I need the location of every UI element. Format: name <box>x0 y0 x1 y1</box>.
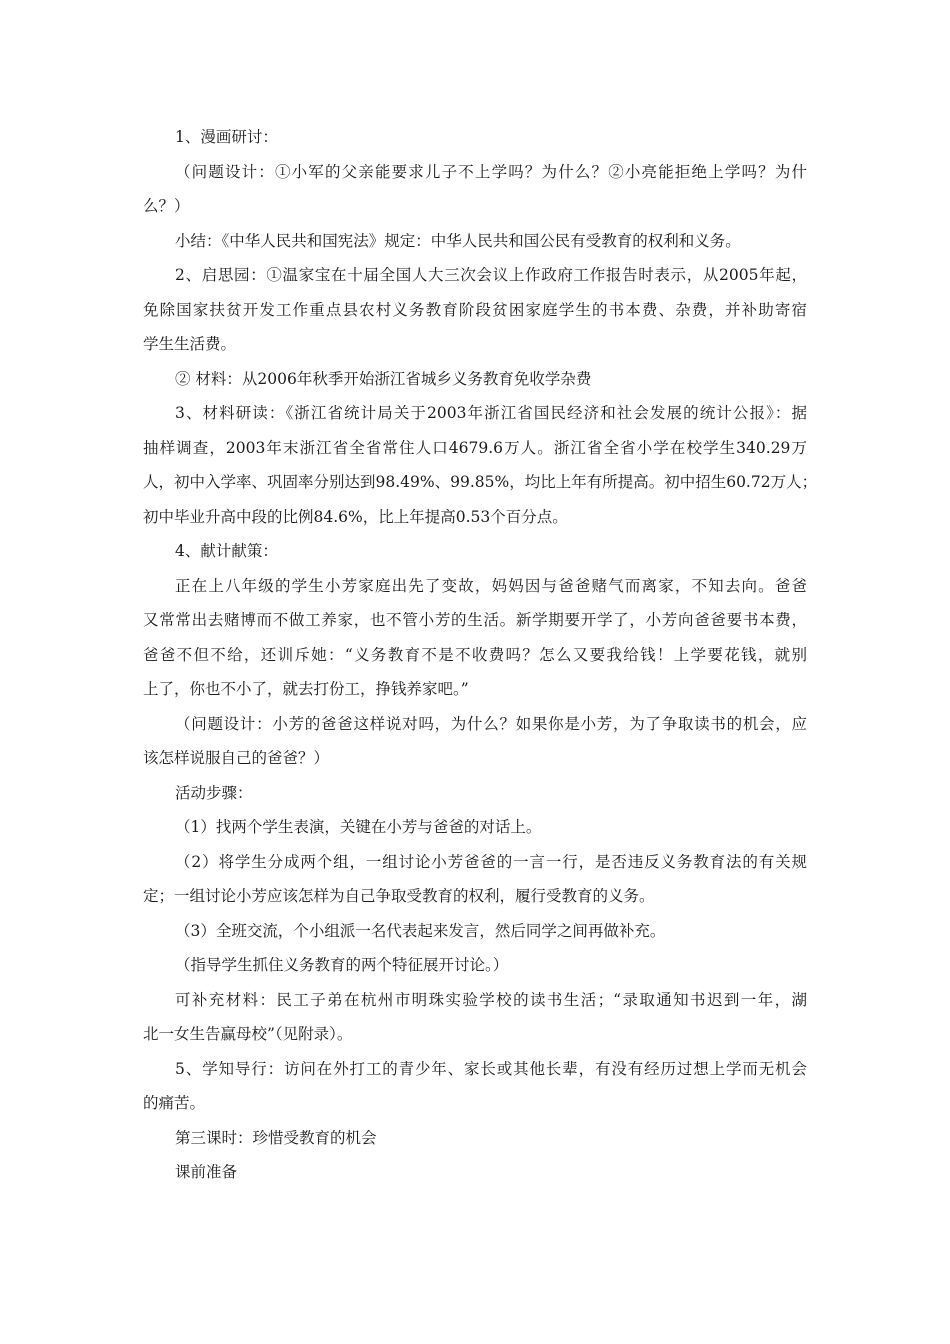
paragraph-line: 免除国家扶贫开发工作重点县农村义务教育阶段贫困家庭学生的书本费、杂费，并补助寄宿 <box>143 300 807 319</box>
paragraph-line: （问题设计：小芳的爸爸这样说对吗，为什么？如果你是小芳，为了争取读书的机会，应 <box>175 714 807 733</box>
paragraph-line: 北一女生告赢母校”（见附录）。 <box>143 1025 353 1043</box>
paragraph-line: ② 材料：从2006年秋季开始浙江省城乡义务教育免收学杂费 <box>175 369 592 388</box>
paragraph-line: 学生生活费。 <box>143 335 237 353</box>
activity-steps-heading: 活动步骤： <box>175 783 253 802</box>
list-item: （3）全班交流，个小组派一名代表起来发言，然后同学之间再做补充。 <box>175 921 666 940</box>
section-heading-comic: 1、漫画研讨： <box>175 128 278 146</box>
paragraph-line: 人，初中入学率、巩固率分别达到98.49%、99.85%，均比上年有所提高。初中招生60.72万人； <box>143 473 818 491</box>
paragraph-line: 的痛苦。 <box>143 1094 206 1112</box>
paragraph-line: 上了，你也不小了，就去打份工，挣钱养家吧。” <box>143 680 469 698</box>
section-heading-guide: 5、学知导行：访问在外打工的青少年、家长或其他长辈，有没有经历过想上学而无机会 <box>175 1059 807 1078</box>
paragraph-line: 定；一组讨论小芳应该怎样为自己争取受教育的权利，履行受教育的义务。 <box>143 887 655 905</box>
paragraph-line: 可补充材料：民工子弟在杭州市明珠实验学校的读书生活；“录取通知书迟到一年，湖 <box>175 990 807 1009</box>
paragraph-line: 么？） <box>143 197 190 215</box>
list-item: （2）将学生分成两个组，一组讨论小芳爸爸的一言一行，是否违反义务教育法的有关规 <box>175 852 807 871</box>
section-heading-inspire: 2、启思园：①温家宝在十届全国人大三次会议上作政府工作报告时表示，从2005年起， <box>175 266 807 284</box>
paragraph-line: 又常常出去赌博而不做工养家，也不管小芳的生活。新学期要开学了，小芳向爸爸要书本费， <box>143 611 807 629</box>
paragraph-line: （问题设计：①小军的父亲能要求儿子不上学吗？为什么？②小亮能拒绝上学吗？为什 <box>175 162 807 181</box>
paragraph-line: 小结：《中华人民共和国宪法》规定：中华人民共和国公民有受教育的权利和义务。 <box>175 231 741 250</box>
list-item: （1）找两个学生表演，关键在小芳与爸爸的对话上。 <box>175 818 542 836</box>
paragraph-line: 该怎样说服自己的爸爸？） <box>143 749 330 767</box>
subheading: 课前准备 <box>175 1163 238 1181</box>
document-body <box>143 120 818 1190</box>
section-heading-material: 3、材料研读：《浙江省统计局关于2003年浙江省国民经济和社会发展的统计公报》：据 <box>175 404 807 422</box>
lesson-heading: 第三课时：珍惜受教育的机会 <box>175 1128 377 1147</box>
paragraph-line: 爸爸不但不给，还训斥她：“义务教育不是不收费吗？怎么又要我给钱！上学要花钱，就别 <box>143 645 807 664</box>
paragraph-line: 正在上八年级的学生小芳家庭出先了变故，妈妈因与爸爸赌气而离家，不知去向。爸爸 <box>175 576 807 595</box>
section-heading-advice: 4、献计献策： <box>175 542 278 560</box>
paragraph-line: 抽样调查，2003年末浙江省全省常住人口4679.6万人。浙江省全省小学在校学生340.29万 <box>143 438 807 457</box>
paragraph-line: 初中毕业升高中段的比例84.6%，比上年提高0.53个百分点。 <box>143 507 568 526</box>
paragraph-line: （指导学生抓住义务教育的两个特征展开讨论。） <box>175 956 509 974</box>
